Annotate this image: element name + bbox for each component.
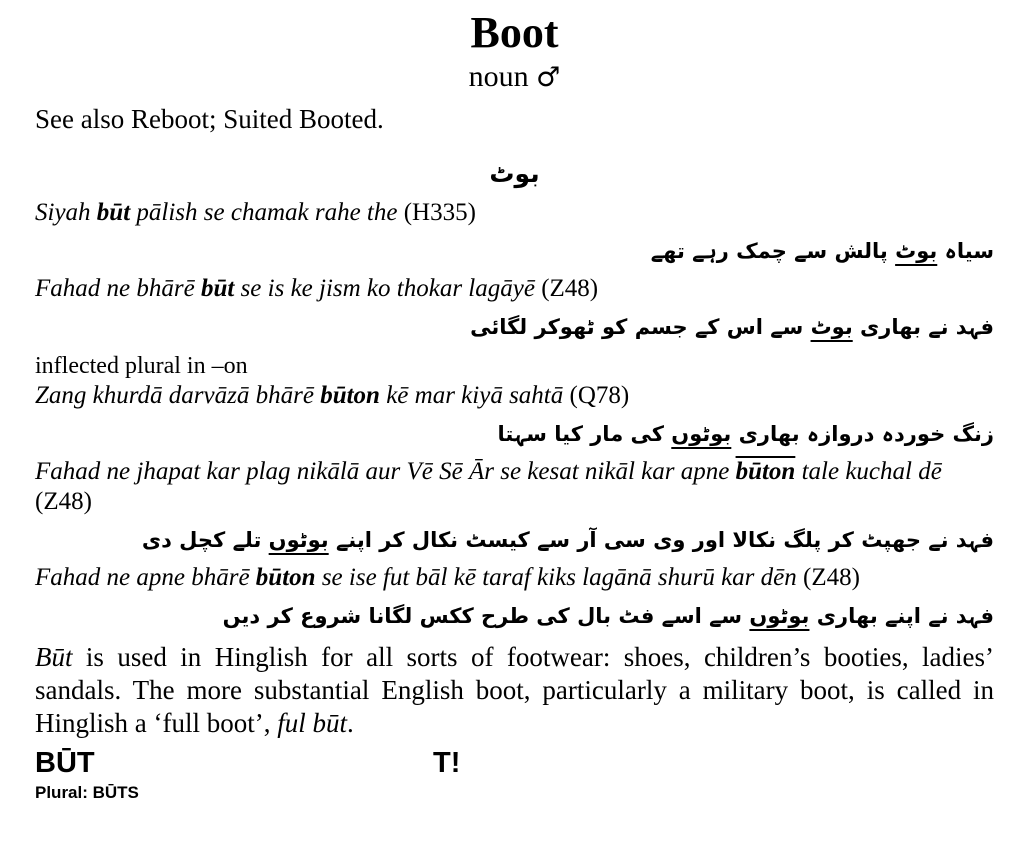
example-latin-4: Fahad ne jhapat kar plag nikālā aur Vē Sē Ār se kesat nikāl kar apne būton tale kuchal dē (Z48) <box>35 457 994 517</box>
part-of-speech-line <box>35 60 994 93</box>
example-latin-2: Fahad ne bhārē būt se is ke jism ko thokar lagāyē (Z48) <box>35 275 599 303</box>
underlined-word: بوٹوں <box>671 421 732 446</box>
part-of-speech: noun <box>468 60 529 94</box>
source-ref: (Z48) <box>35 488 92 516</box>
urdu-translation-1: سیاہ بوٹ پالش سے چمک رہے تھے <box>650 238 994 263</box>
italic-lead: Būt <box>35 641 73 672</box>
urdu-headword: بوٹ <box>489 158 540 188</box>
plural-note: Plural: BŪTS <box>35 783 139 803</box>
usage-paragraph: Būt is used in Hinglish for all sorts of footwear: shoes, children’s booties, ladies’ sandals. The more substantial English boot, particularly a military boot, is called in Hinglish a ‘full boot’, ful būt. <box>35 641 994 739</box>
headword-bold: būt <box>96 198 131 226</box>
underlined-word: بوٹ <box>810 315 853 340</box>
source-ref: (Z48) <box>541 275 599 303</box>
pronunciation-row <box>35 748 994 780</box>
example-latin-5: Fahad ne apne bhārē būton se ise fut bāl kē taraf kiks lagānā shurū kar dēn (Z48) <box>35 564 860 592</box>
footer-right-text: T! <box>433 747 461 780</box>
example-latin-3: Zang khurdā darvāzā bhārē būton kē mar kiyā sahtā (Q78) <box>35 381 630 409</box>
headword-bold: būton <box>255 564 316 592</box>
urdu-translation-4: فہد نے جھپٹ کر پلگ نکالا اور وی سی آر سے کیسٹ نکال کر اپنے بوٹوں تلے کچل دی <box>141 528 994 553</box>
italic-tail: ful būt <box>277 708 347 739</box>
source-ref: (Q78) <box>569 381 630 409</box>
source-ref: (H335) <box>403 198 476 226</box>
inflected-plural-note: inflected plural in –on <box>35 352 248 379</box>
underlined-word: بوٹوں <box>268 528 329 553</box>
underlined-word: بوٹوں <box>749 604 810 629</box>
urdu-translation-2: فہد نے بھاری بوٹ سے اس کے جسم کو ٹھوکر لگائی <box>470 315 994 340</box>
example-latin-1: Siyah būt pālish se chamak rahe the (H335) <box>35 198 476 226</box>
footer-headword: BŪT <box>35 747 95 780</box>
urdu-translation-3: زنگ خوردہ دروازہ بھاری بوٹوں کی مار کیا سہتا <box>497 421 994 446</box>
gender-male-icon: ♂ <box>536 62 561 94</box>
headword-bold: būt <box>200 275 235 303</box>
page-title: Boot <box>470 8 559 57</box>
source-ref: (Z48) <box>803 564 860 592</box>
underlined-word: بوٹ <box>895 238 938 263</box>
headword-bold: būton <box>735 458 796 486</box>
see-also-note: See also Reboot; Suited Booted. <box>35 104 384 135</box>
urdu-translation-5: فہد نے اپنے بھاری بوٹوں سے اسے فٹ بال کی طرح ککس لگانا شروع کر دیں <box>222 604 994 629</box>
headword-bold: būton <box>320 381 380 409</box>
